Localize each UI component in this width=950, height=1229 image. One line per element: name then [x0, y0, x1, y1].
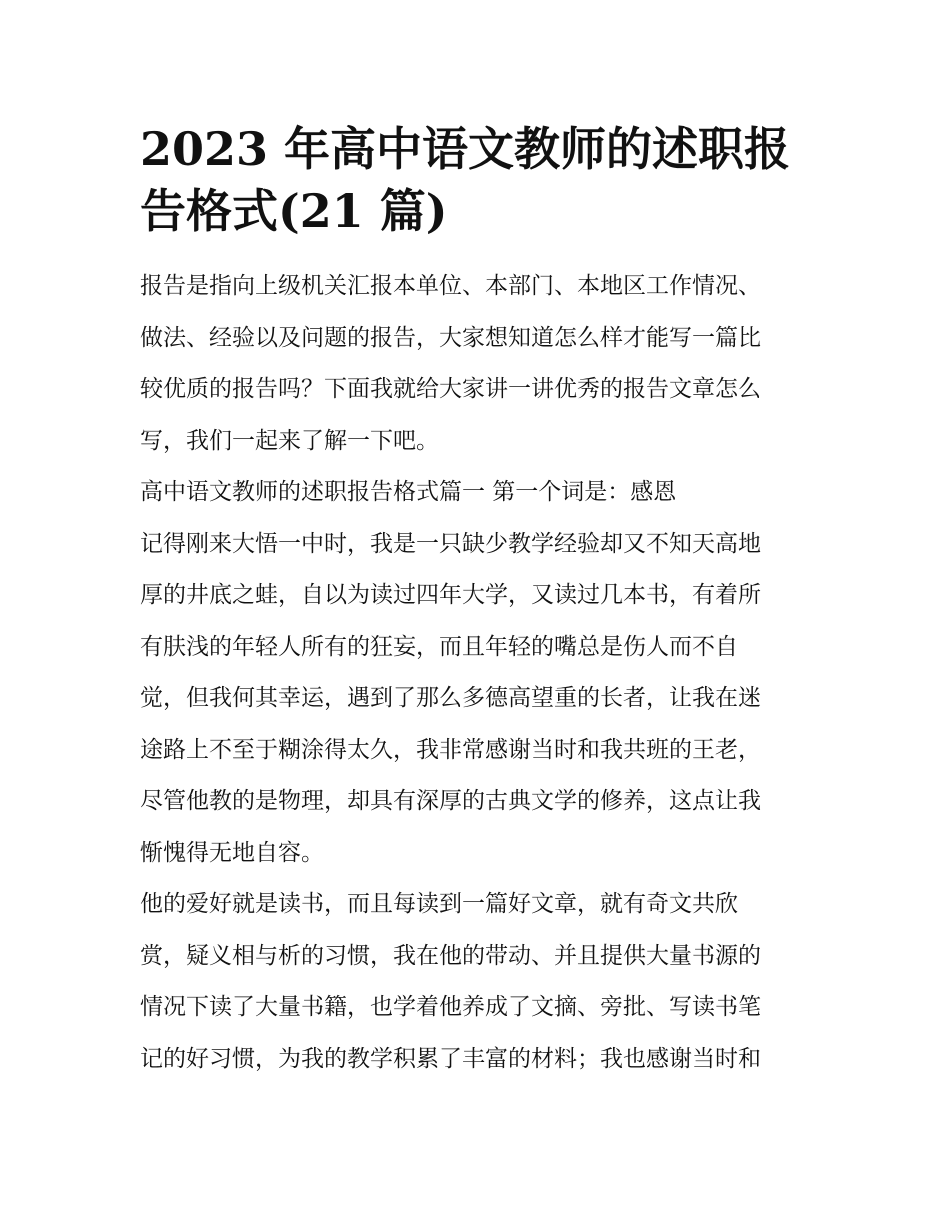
document-page	[140, 118, 815, 1085]
paragraph-intro	[140, 261, 815, 467]
paragraph-section-heading	[140, 467, 815, 519]
paragraph-body-1	[140, 519, 815, 880]
text-line: 途路上不至于糊涂得太久，我非常感谢当时和我共班的王老，	[140, 736, 761, 763]
text-line: 赏，疑义相与析的习惯，我在他的带动、并且提供大量书源的	[140, 942, 761, 969]
title-line: 告格式(21 篇)	[140, 184, 448, 238]
text-line: 情况下读了大量书籍，也学着他养成了文摘、旁批、写读书笔	[140, 994, 761, 1020]
text-line: 较优质的报告吗？下面我就给大家讲一讲优秀的报告文章怎么	[140, 376, 761, 402]
text-line: 尽管他教的是物理，却具有深厚的古典文学的修养，这点让我	[140, 788, 761, 814]
text-line: 觉，但我何其幸运，遇到了那么多德高望重的长者，让我在迷	[140, 685, 761, 711]
text-line: 写，我们一起来了解一下吧。	[140, 427, 439, 454]
text-line: 报告是指向上级机关汇报本单位、本部门、本地区工作情况、	[140, 273, 761, 299]
text-line: 厚的井底之蛙，自以为读过四年大学，又读过几本书，有着所	[140, 582, 761, 608]
document-title	[140, 118, 815, 242]
text-line: 记的好习惯，为我的教学积累了丰富的材料；我也感谢当时和	[140, 1045, 761, 1072]
text-line: 记得刚来大悟一中时，我是一只缺少教学经验却又不知天高地	[140, 530, 761, 557]
title-line: 2023 年高中语文教师的述职报	[140, 122, 791, 176]
text-line: 有肤浅的年轻人所有的狂妄，而且年轻的嘴总是伤人而不自	[140, 633, 738, 660]
text-line: 他的爱好就是读书，而且每读到一篇好文章，就有奇文共欣	[140, 891, 738, 917]
section-heading-line: 高中语文教师的述职报告格式篇一 第一个词是：感恩	[140, 479, 677, 505]
text-line: 惭愧得无地自容。	[140, 839, 324, 866]
text-line: 做法、经验以及问题的报告，大家想知道怎么样才能写一篇比	[140, 324, 761, 351]
paragraph-body-2	[140, 879, 815, 1085]
document-body	[140, 261, 815, 1085]
